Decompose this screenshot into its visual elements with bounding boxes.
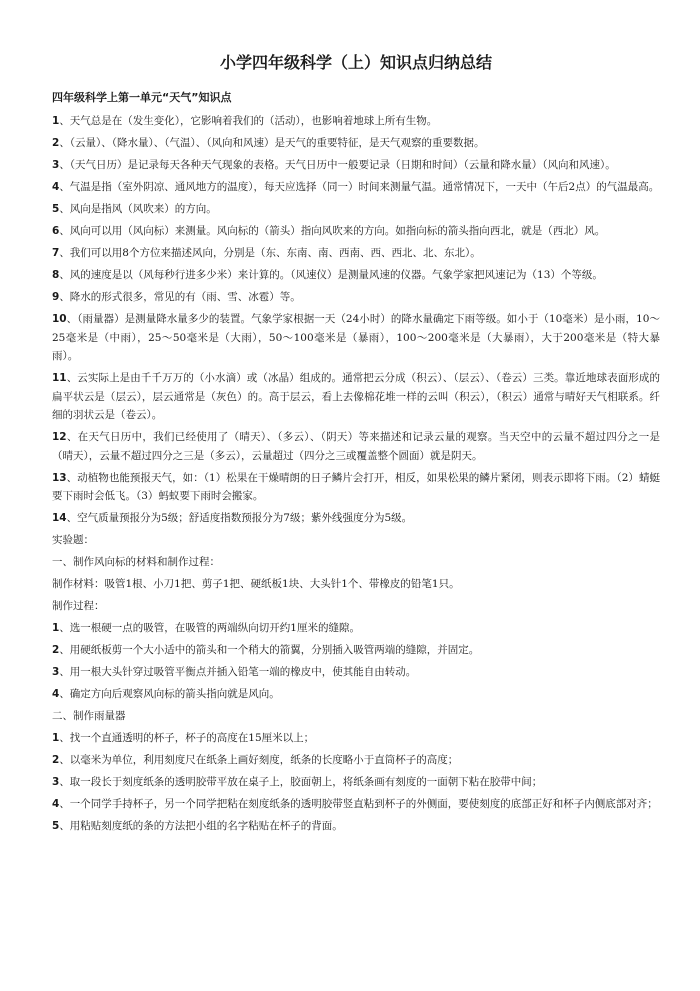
paragraph	[52, 156, 660, 175]
paragraph	[52, 553, 660, 572]
paragraph-number: 6	[52, 225, 60, 237]
paragraph	[52, 509, 660, 528]
paragraph-text: 、风的速度是以（风每秒行进多少米）来计算的。（风速仪）是测量风速的仪器。气象学家把风速记为（13）个等级。	[59, 269, 603, 281]
paragraph-text: 二、制作雨量器	[52, 710, 126, 722]
paragraph-number: 3	[52, 666, 60, 678]
paragraph	[52, 469, 660, 506]
paragraph	[52, 751, 660, 770]
paragraph-number: 9	[52, 291, 60, 303]
paragraph	[52, 200, 660, 219]
paragraph-text: 、确定方向后观察风向标的箭头指向就是风向。	[59, 688, 280, 700]
paragraph	[52, 531, 660, 550]
paragraph-number: 10	[52, 313, 67, 325]
paragraph-text: 、风向可以用（风向标）来测量。风向标的（箭头）指向风吹来的方向。如指向标的箭头指向西北，就是（西北）风。	[59, 225, 606, 237]
paragraph	[52, 773, 660, 792]
paragraph-text: 、云实际上是由千千万万的（小水滴）或（冰晶）组成的。通常把云分成（积云）、（层云）、（卷云）三类。靠近地球表面形成的扁平状云是（层云），层云通常是（灰色）的。高于层云，看上去像棉花堆一样的云叫（积云），（积云）通常与晴好天气相联系。纤细的羽状云是（卷云）。	[52, 372, 660, 421]
paragraph-number: 1	[52, 732, 60, 744]
paragraph-text: 实验题：	[52, 534, 94, 546]
paragraph	[52, 222, 660, 241]
paragraph	[52, 663, 660, 682]
paragraph-text: 、我们可以用8个方位来描述风向，分别是（东、东南、南、西南、西、西北、北、东北）。	[59, 247, 481, 259]
paragraph-number: 13	[52, 471, 67, 484]
paragraph-number: 4	[52, 688, 60, 700]
paragraph-text: 、（天气日历）是记录每天各种天气现象的表格。天气日历中一般要记录（日期和时间）（云量和降水量）（风向和风速）。	[59, 159, 616, 171]
paragraph-text: 一、制作风向标的材料和制作过程：	[52, 556, 220, 568]
paragraph-text: 、气温是指（室外阴凉、通风地方的温度），每天应选择（同一）时间来测量气温。通常情况下，一天中（午后2点）的气温最高。	[59, 181, 660, 193]
paragraph-text: 、动植物也能预报天气，如：（1）松果在干燥晴朗的日子鳞片会打开，相反，如果松果的鳞片紧闭，则表示即将下雨。（2）蜻蜓要下雨时会低飞。（3）蚂蚁要下雨时会搬家。	[52, 471, 660, 502]
paragraph-text: 、降水的形式很多，常见的有（雨、雪、冰雹）等。	[59, 291, 301, 303]
paragraph	[52, 575, 660, 594]
paragraph	[52, 244, 660, 263]
paragraph-number: 2	[52, 644, 60, 656]
paragraph-text: 、以毫米为单位，利用刻度尺在纸条上画好刻度，纸条的长度略小于直筒杯子的高度；	[59, 754, 459, 766]
paragraph	[52, 641, 660, 660]
paragraph-text: 、取一段长于刻度纸条的透明胶带平放在桌子上，胶面朝上，将纸条画有刻度的一面朝下粘在胶带中间；	[59, 776, 543, 788]
paragraph-number: 5	[52, 820, 60, 832]
paragraph	[52, 369, 660, 425]
paragraph	[52, 288, 660, 307]
document-body	[52, 112, 660, 836]
paragraph-number: 2	[52, 137, 60, 149]
paragraph	[52, 729, 660, 748]
paragraph	[52, 707, 660, 726]
paragraph-text: 、用粘贴刻度纸的条的方法把小组的名字粘贴在杯子的背面。	[59, 820, 343, 832]
document-title: 小学四年级科学（上）知识点归纳总结	[219, 53, 492, 72]
paragraph-number: 14	[52, 512, 67, 524]
paragraph-number: 7	[52, 247, 60, 259]
paragraph-text: 、用一根大头针穿过吸管平衡点并插入铅笔一端的橡皮中，使其能自由转动。	[59, 666, 417, 678]
paragraph-text: 、空气质量预报分为5级；舒适度指数预报分为7级；紫外线强度分为5级。	[66, 512, 413, 524]
section-heading: 四年级科学上第一单元“天气”知识点	[52, 91, 232, 104]
paragraph-number: 3	[52, 776, 60, 788]
paragraph	[52, 817, 660, 836]
paragraph-text: 、天气总是在（发生变化），它影响着我们的（活动），也影响着地球上所有生物。	[59, 115, 438, 127]
paragraph-text: 、用硬纸板剪一个大小适中的箭头和一个稍大的箭翼，分别插入吸管两端的缝隙，并固定。	[59, 644, 480, 656]
paragraph-text: 、一个同学手持杯子，另一个同学把粘在刻度纸条的透明胶带竖直粘到杯子的外侧面，要使刻度的底部正好和杯子内侧底部对齐；	[59, 798, 658, 810]
paragraph	[52, 266, 660, 285]
paragraph-number: 2	[52, 754, 60, 766]
paragraph	[52, 310, 660, 366]
paragraph	[52, 685, 660, 704]
paragraph	[52, 795, 660, 814]
paragraph	[52, 597, 660, 616]
paragraph-number: 3	[52, 159, 60, 171]
paragraph-text: 、（雨量器）是测量降水量多少的装置。气象学家根据一天（24小时）的降水量确定下雨等级。如小于（10毫米）是小雨，10～25毫米是（中雨），25～50毫米是（大雨），50～100毫米是（暴雨），100～200毫米是（大暴雨），大于200毫米是（特大暴雨）。	[52, 313, 660, 362]
paragraph-text: 、在天气日历中，我们已经使用了（晴天）、（多云）、（阴天）等来描述和记录云量的观察。当天空中的云量不超过四分之一是（晴天），云量不超过四分之三是（多云），云量超过（四分之三或覆盖整个圆面）就是阴天。	[52, 431, 660, 462]
paragraph-text: 、找一个直通透明的杯子，杯子的高度在15厘米以上；	[59, 732, 315, 744]
paragraph-number: 12	[52, 431, 67, 443]
paragraph	[52, 112, 660, 131]
paragraph-number: 1	[52, 622, 60, 634]
paragraph-number: 8	[52, 269, 60, 281]
paragraph-text: 制作过程：	[52, 600, 105, 612]
paragraph-text: 、风向是指风（风吹来）的方向。	[59, 203, 217, 215]
paragraph-number: 5	[52, 203, 60, 215]
paragraph	[52, 619, 660, 638]
paragraph-text: 制作材料：吸管1根、小刀1把、剪子1把、硬纸板1块、大头针1个、带橡皮的铅笔1只。	[52, 578, 460, 590]
paragraph	[52, 178, 660, 197]
paragraph-text: 、选一根硬一点的吸管，在吸管的两端纵向切开约1厘米的缝隙。	[59, 622, 360, 634]
paragraph-text: 、（云量）、（降水量）、（气温）、（风向和风速）是天气的重要特征，是天气观察的重要数据。	[59, 137, 485, 149]
paragraph	[52, 428, 660, 465]
paragraph	[52, 134, 660, 153]
paragraph-number: 1	[52, 115, 60, 127]
paragraph-number: 11	[52, 372, 67, 384]
paragraph-number: 4	[52, 798, 60, 810]
paragraph-number: 4	[52, 181, 60, 193]
